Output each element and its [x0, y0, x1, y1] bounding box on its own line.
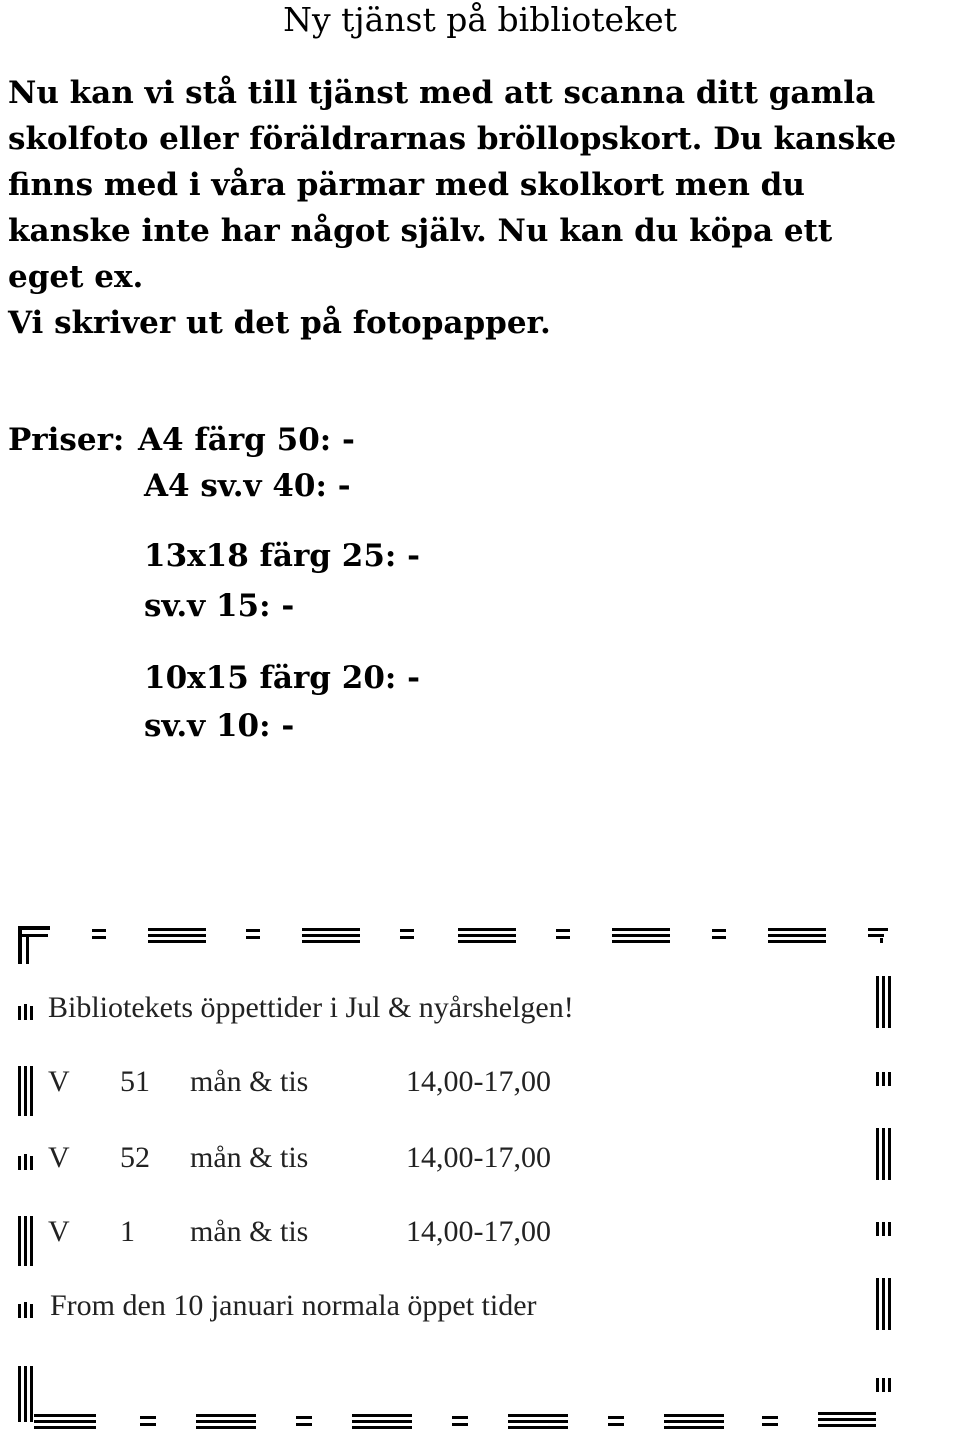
price-item: 10x15 färg 20: -: [144, 660, 421, 696]
price-item: 13x18 färg 25: -: [144, 538, 421, 574]
week-prefix: V: [48, 1141, 70, 1174]
intro-line: Vi skriver ut det på fotopapper.: [8, 305, 551, 341]
hours: 14,00-17,00: [406, 1065, 551, 1098]
intro-line: skolfoto eller föräldrarnas bröllopskort. Du kanske: [8, 121, 897, 157]
price-item: A4 färg 50: -: [138, 422, 355, 458]
intro-line: finns med i våra pärmar med skolkort men du: [8, 167, 805, 203]
intro-line: eget ex.: [8, 259, 144, 295]
intro-line: Nu kan vi stå till tjänst med att scanna ditt gamla: [8, 75, 876, 111]
opening-hours-notice: [0, 900, 960, 1440]
notice-heading: Bibliotekets öppettider i Jul & nyårshelgen!: [48, 991, 574, 1024]
week-prefix: V: [48, 1215, 70, 1248]
days: mån & tis: [190, 1065, 309, 1098]
intro-line: kanske inte har något själv. Nu kan du köpa ett: [8, 213, 833, 249]
price-item: A4 sv.v 40: -: [144, 468, 351, 504]
hours: 14,00-17,00: [406, 1215, 551, 1248]
hours: 14,00-17,00: [406, 1141, 551, 1174]
week-number: 52: [120, 1141, 150, 1174]
notice-footer: From den 10 januari normala öppet tider: [50, 1289, 537, 1322]
price-label: Priser:: [8, 422, 125, 458]
week-prefix: V: [48, 1065, 70, 1098]
week-number: 51: [120, 1065, 150, 1098]
days: mån & tis: [190, 1141, 309, 1174]
page-title: Ny tjänst på biblioteket: [283, 0, 677, 39]
price-item: sv.v 15: -: [144, 588, 295, 624]
price-item: sv.v 10: -: [144, 708, 295, 744]
week-number: 1: [120, 1215, 135, 1248]
days: mån & tis: [190, 1215, 309, 1248]
